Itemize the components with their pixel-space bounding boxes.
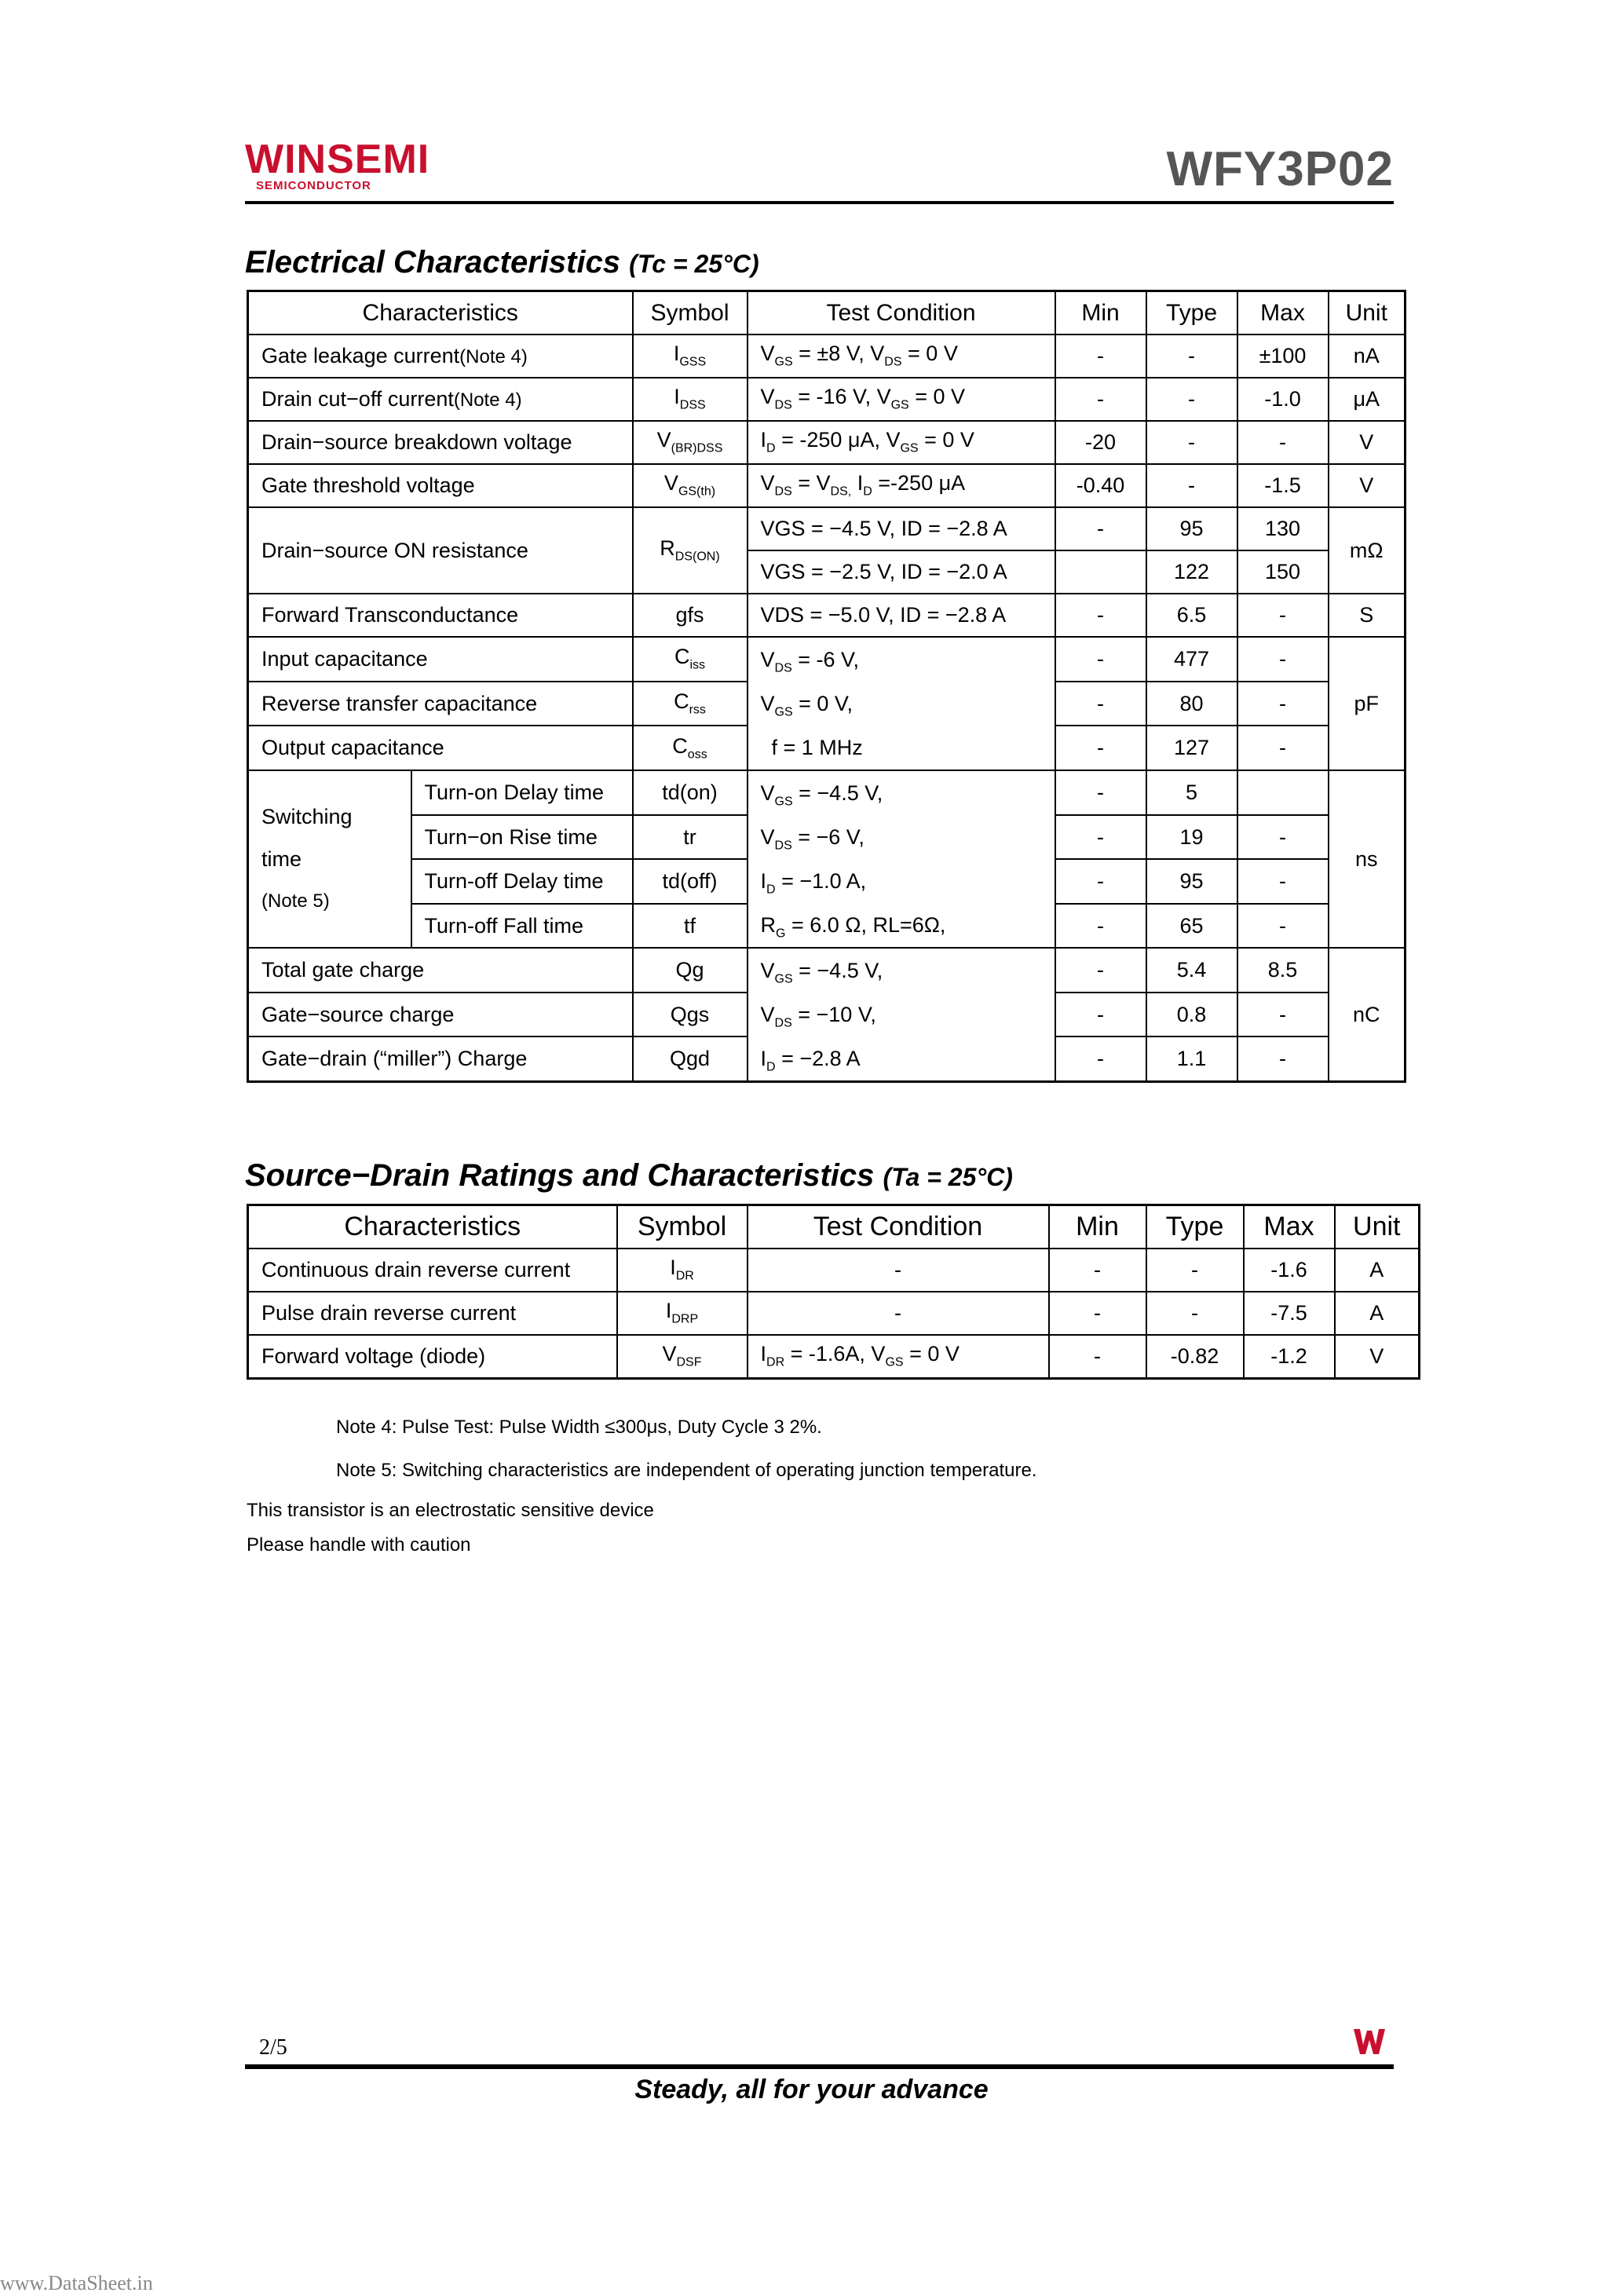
logo-wordmark: WINSEMI xyxy=(245,137,430,182)
char-cell: Gate−drain (“miller”) Charge xyxy=(248,1036,633,1081)
max-cell: 130 xyxy=(1237,507,1329,550)
min-cell: - xyxy=(1055,1036,1146,1081)
max-cell: - xyxy=(1237,726,1329,770)
test-condition-cell: $V_{GS} = -4.5$ V, $V_{DS} = -6$ V, $I_D = -1.0$ A, $R_G = 6.0$ Ω, RL=6Ω, xyxy=(748,770,1055,948)
unit-cell: A xyxy=(1335,1292,1420,1335)
min-cell: - xyxy=(1055,507,1146,550)
symbol-cell: $I_{DR}$ xyxy=(617,1249,748,1292)
char-cell: Input capacitance xyxy=(248,637,633,682)
test-condition-cell: $V_{GS} = -4.5$ V, $V_{DS} = -10$ V, $I_D = -2.8$ A xyxy=(748,948,1055,1082)
typ-cell: - xyxy=(1146,335,1237,378)
typ-cell: 65 xyxy=(1146,904,1237,949)
typ-cell: 95 xyxy=(1146,859,1237,904)
winsemi-mark-icon xyxy=(1352,2026,1387,2057)
symbol-cell: Qgd xyxy=(633,1036,748,1081)
test-condition-cell: VGS = −2.5 V, ID = −2.0 A xyxy=(748,550,1055,594)
col-header: Type xyxy=(1146,291,1237,335)
section-title-source-drain xyxy=(245,1158,1013,1194)
typ-cell: 127 xyxy=(1146,726,1237,770)
test-condition-cell: $I_{DR} = -1.6A$, $V_{GS} = 0$ V xyxy=(748,1335,1049,1379)
table-row xyxy=(248,378,1406,421)
test-condition-cell: VDS = −5.0 V, ID = −2.8 A xyxy=(748,594,1055,637)
max-cell xyxy=(1237,770,1329,815)
unit-cell: nA xyxy=(1329,335,1406,378)
switching-label-cell: Switching time (Note 5) xyxy=(248,770,411,948)
typ-cell: - xyxy=(1146,421,1237,464)
max-cell: -1.6 xyxy=(1244,1249,1335,1292)
col-header: Min xyxy=(1049,1205,1146,1249)
col-header: Characteristics xyxy=(248,1205,617,1249)
table-header-row xyxy=(248,291,1406,335)
unit-cell: V xyxy=(1329,464,1406,507)
test-condition-cell: $V_{DS} = V_{DS,}$ $I_D =-250$ μA xyxy=(748,464,1055,507)
test-condition-cell: - xyxy=(748,1249,1049,1292)
min-cell: - xyxy=(1055,815,1146,860)
max-cell: 8.5 xyxy=(1237,948,1329,993)
min-cell: - xyxy=(1055,770,1146,815)
col-header: Characteristics xyxy=(248,291,633,335)
char-cell: Output capacitance xyxy=(248,726,633,770)
typ-cell: 122 xyxy=(1146,550,1237,594)
col-header: Symbol xyxy=(617,1205,748,1249)
test-condition-cell: VGS = −4.5 V, ID = −2.8 A xyxy=(748,507,1055,550)
max-cell: - xyxy=(1237,421,1329,464)
char-cell: Turn-off Delay time xyxy=(411,859,633,904)
max-cell: - xyxy=(1237,1036,1329,1081)
typ-cell: -0.82 xyxy=(1146,1335,1244,1379)
unit-cell: mΩ xyxy=(1329,507,1406,594)
symbol-cell: $V_{(BR)DSS}$ xyxy=(633,421,748,464)
min-cell: - xyxy=(1055,993,1146,1037)
footer-divider xyxy=(245,2064,1394,2069)
char-cell: Turn-on Delay time xyxy=(411,770,633,815)
typ-cell: 0.8 xyxy=(1146,993,1237,1037)
min-cell xyxy=(1055,550,1146,594)
typ-cell: 19 xyxy=(1146,815,1237,860)
table-row xyxy=(248,770,1406,815)
typ-cell: 6.5 xyxy=(1146,594,1237,637)
unit-cell: ns xyxy=(1329,770,1406,948)
esd-warning: This transistor is an electrostatic sensitive device xyxy=(247,1500,654,1521)
max-cell: -1.0 xyxy=(1237,378,1329,421)
max-cell: 150 xyxy=(1237,550,1329,594)
company-slogan: Steady, all for your advance xyxy=(634,2075,989,2104)
char-cell: Turn−on Rise time xyxy=(411,815,633,860)
handling-caution: Please handle with caution xyxy=(247,1534,471,1556)
symbol-cell: $V_{DSF}$ xyxy=(617,1335,748,1379)
symbol-cell: $C_{iss}$ xyxy=(633,637,748,682)
electrical-characteristics-table xyxy=(247,290,1406,1083)
unit-cell: V xyxy=(1329,421,1406,464)
symbol-cell: $I_{GSS}$ xyxy=(633,335,748,378)
char-cell: Drain−source breakdown voltage xyxy=(248,421,633,464)
section-title-text: Electrical Characteristics xyxy=(245,245,621,280)
typ-cell: - xyxy=(1146,1292,1244,1335)
symbol-cell: $I_{DRP}$ xyxy=(617,1292,748,1335)
typ-cell: 5 xyxy=(1146,770,1237,815)
table-row xyxy=(248,1292,1420,1335)
page-number: 2/5 xyxy=(259,2035,287,2060)
max-cell: -1.5 xyxy=(1237,464,1329,507)
table-row xyxy=(248,637,1406,682)
max-cell: - xyxy=(1237,993,1329,1037)
test-condition-cell: - xyxy=(748,1292,1049,1335)
max-cell: -7.5 xyxy=(1244,1292,1335,1335)
max-cell: ±100 xyxy=(1237,335,1329,378)
symbol-cell: $I_{DSS}$ xyxy=(633,378,748,421)
min-cell: - xyxy=(1055,904,1146,949)
symbol-cell: gfs xyxy=(633,594,748,637)
symbol-cell: Qgs xyxy=(633,993,748,1037)
logo-subtitle: SEMICONDUCTOR xyxy=(256,179,371,192)
datasheet-watermark: www.DataSheet.in xyxy=(0,2272,153,2294)
symbol-cell: $C_{rss}$ xyxy=(633,682,748,726)
header-divider xyxy=(245,201,1394,204)
symbol-cell: td(on) xyxy=(633,770,748,815)
typ-cell: 477 xyxy=(1146,637,1237,682)
section-title-condition: (Tc = 25°C) xyxy=(629,250,759,278)
max-cell: -1.2 xyxy=(1244,1335,1335,1379)
table-row xyxy=(248,421,1406,464)
table-header-row xyxy=(248,1205,1420,1249)
min-cell: - xyxy=(1055,948,1146,993)
unit-cell: S xyxy=(1329,594,1406,637)
symbol-cell: $R_{DS(ON)}$ xyxy=(633,507,748,594)
winsemi-logo xyxy=(245,137,430,192)
unit-cell: μA xyxy=(1329,378,1406,421)
min-cell: - xyxy=(1055,637,1146,682)
symbol-cell: tr xyxy=(633,815,748,860)
unit-cell: V xyxy=(1335,1335,1420,1379)
table-row xyxy=(248,335,1406,378)
table-row xyxy=(248,948,1406,993)
char-cell: Gate−source charge xyxy=(248,993,633,1037)
max-cell: - xyxy=(1237,682,1329,726)
col-header: Symbol xyxy=(633,291,748,335)
symbol-cell: Qg xyxy=(633,948,748,993)
table-row xyxy=(248,464,1406,507)
min-cell: - xyxy=(1049,1292,1146,1335)
min-cell: - xyxy=(1049,1335,1146,1379)
note-4: Note 4: Pulse Test: Pulse Width ≤300μs, Duty Cycle 3 2%. xyxy=(336,1417,822,1438)
char-cell: Forward Transconductance xyxy=(248,594,633,637)
min-cell: - xyxy=(1055,726,1146,770)
test-condition-cell: $V_{DS} = -16$ V, $V_{GS} = 0$ V xyxy=(748,378,1055,421)
test-condition-cell: $V_{DS} = -6$ V, $V_{GS} = 0$ V, f = 1 MHz xyxy=(748,637,1055,770)
max-cell: - xyxy=(1237,594,1329,637)
min-cell: - xyxy=(1055,594,1146,637)
max-cell: - xyxy=(1237,859,1329,904)
section-title-condition: (Ta = 25°C) xyxy=(883,1163,1013,1191)
section-title-text: Source−Drain Ratings and Characteristics xyxy=(245,1158,875,1193)
test-condition-cell: $I_D = -250$ μA, $V_{GS} = 0$ V xyxy=(748,421,1055,464)
char-cell: Continuous drain reverse current xyxy=(248,1249,617,1292)
test-condition-cell: $V_{GS} = \pm 8$ V, $V_{DS} = 0$ V xyxy=(748,335,1055,378)
table-row xyxy=(248,507,1406,550)
part-number: WFY3P02 xyxy=(1166,142,1394,196)
char-cell: Gate leakage current(Note 4) xyxy=(248,335,633,378)
char-cell: Pulse drain reverse current xyxy=(248,1292,617,1335)
typ-cell: 5.4 xyxy=(1146,948,1237,993)
char-cell: Drain−source ON resistance xyxy=(248,507,633,594)
char-cell: Gate threshold voltage xyxy=(248,464,633,507)
typ-cell: 1.1 xyxy=(1146,1036,1237,1081)
typ-cell: - xyxy=(1146,378,1237,421)
table-row xyxy=(248,594,1406,637)
char-cell: Drain cut−off current(Note 4) xyxy=(248,378,633,421)
col-header: Test Condition xyxy=(748,1205,1049,1249)
max-cell: - xyxy=(1237,637,1329,682)
source-drain-table xyxy=(247,1204,1420,1380)
col-header: Unit xyxy=(1329,291,1406,335)
min-cell: - xyxy=(1055,378,1146,421)
symbol-cell: tf xyxy=(633,904,748,949)
min-cell: - xyxy=(1055,335,1146,378)
char-cell: Turn-off Fall time xyxy=(411,904,633,949)
max-cell: - xyxy=(1237,815,1329,860)
col-header: Unit xyxy=(1335,1205,1420,1249)
min-cell: -20 xyxy=(1055,421,1146,464)
col-header: Type xyxy=(1146,1205,1244,1249)
symbol-cell: $V_{GS(th)}$ xyxy=(633,464,748,507)
typ-cell: - xyxy=(1146,1249,1244,1292)
char-cell: Total gate charge xyxy=(248,948,633,993)
typ-cell: 95 xyxy=(1146,507,1237,550)
min-cell: -0.40 xyxy=(1055,464,1146,507)
table-row xyxy=(248,1249,1420,1292)
unit-cell: A xyxy=(1335,1249,1420,1292)
symbol-cell: $C_{oss}$ xyxy=(633,726,748,770)
max-cell: - xyxy=(1237,904,1329,949)
table-row xyxy=(248,1335,1420,1379)
min-cell: - xyxy=(1049,1249,1146,1292)
note-5: Note 5: Switching characteristics are independent of operating junction temperature. xyxy=(336,1460,1037,1481)
col-header: Max xyxy=(1237,291,1329,335)
typ-cell: 80 xyxy=(1146,682,1237,726)
unit-cell: nC xyxy=(1329,948,1406,1082)
char-cell: Forward voltage (diode) xyxy=(248,1335,617,1379)
char-cell: Reverse transfer capacitance xyxy=(248,682,633,726)
symbol-cell: td(off) xyxy=(633,859,748,904)
col-header: Max xyxy=(1244,1205,1335,1249)
unit-cell: pF xyxy=(1329,637,1406,770)
col-header: Min xyxy=(1055,291,1146,335)
col-header: Test Condition xyxy=(748,291,1055,335)
min-cell: - xyxy=(1055,682,1146,726)
section-title-electrical xyxy=(245,245,759,280)
min-cell: - xyxy=(1055,859,1146,904)
typ-cell: - xyxy=(1146,464,1237,507)
